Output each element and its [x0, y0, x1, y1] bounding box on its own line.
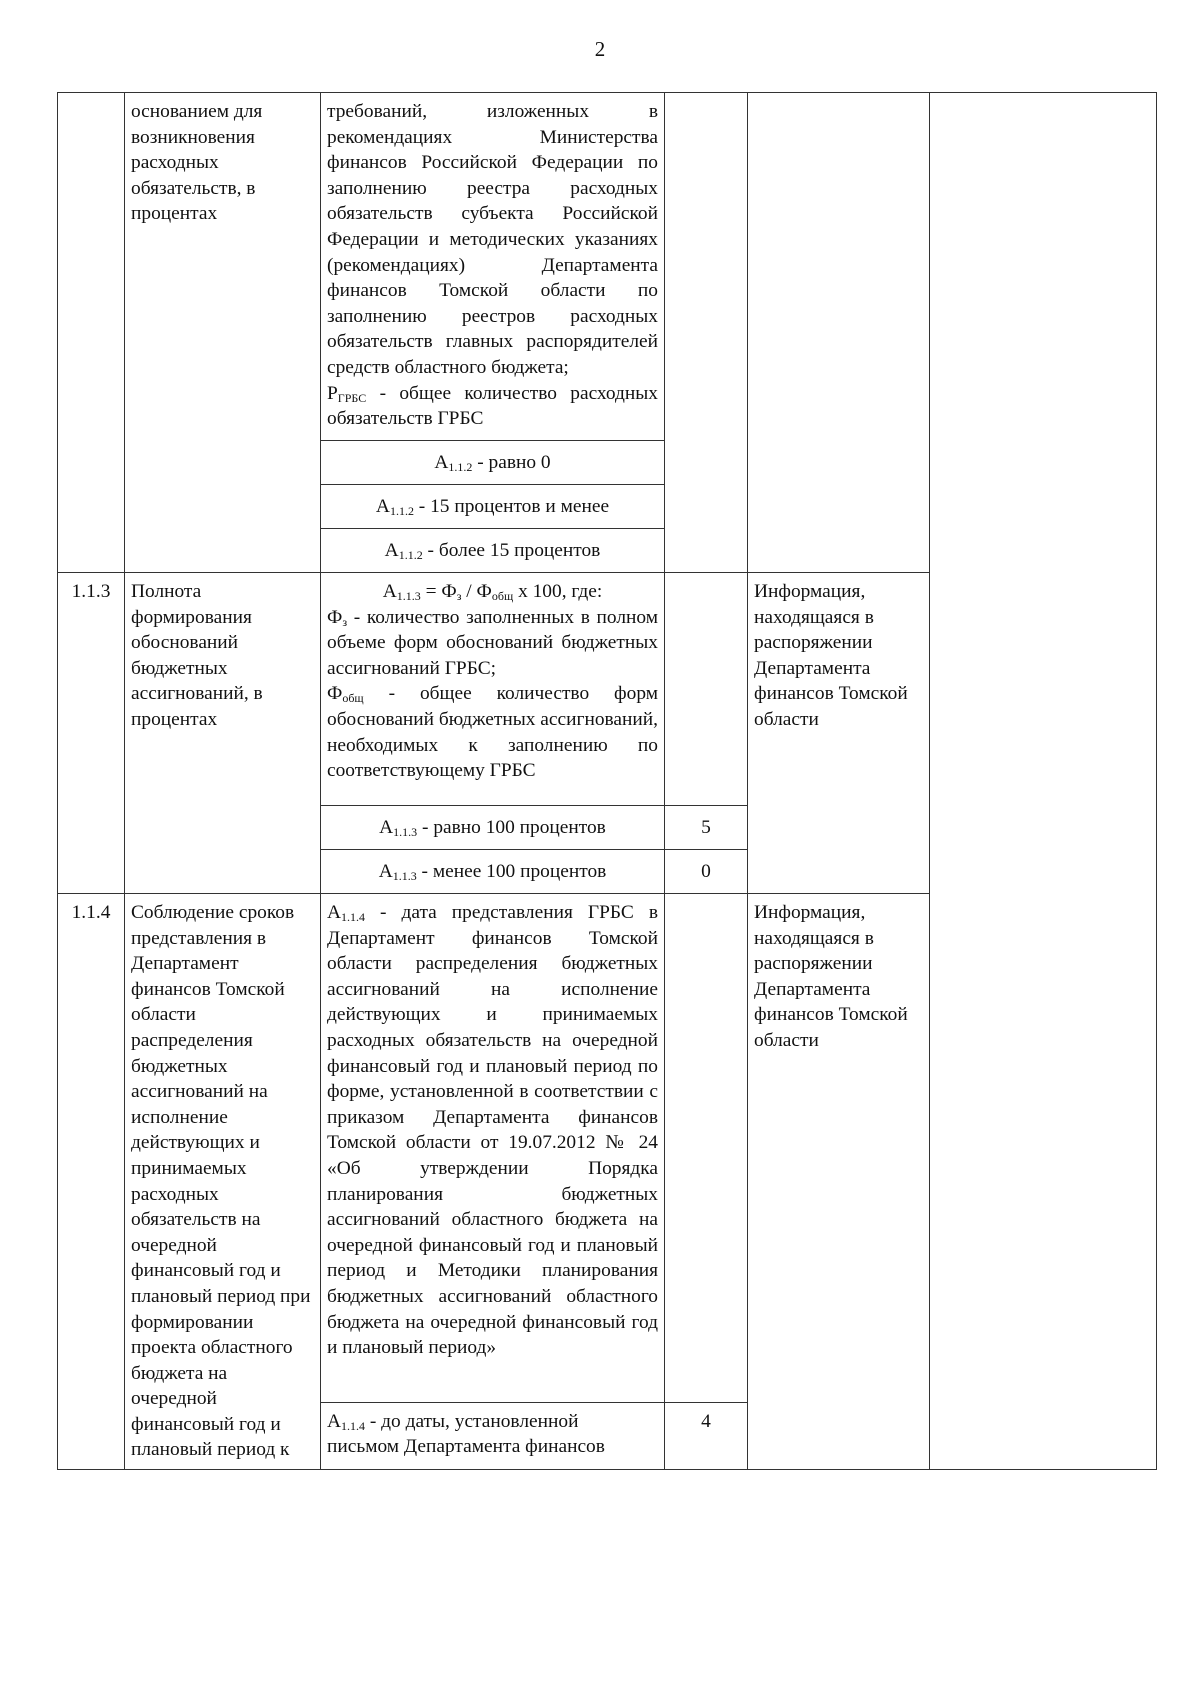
- criterion-line: письмом Департамента финансов: [327, 1436, 605, 1458]
- score: 5: [665, 806, 748, 850]
- a-definition: $А_{1.1.4}$ - дата представления ГРБС в Департамент финансов Томской области распределения бюджетных ассигнований на исполнение действующих и принимаемых расходных обязательств на очередной финансовый год и плановый период по форме, установленной в соответствии с приказом Департамента финансов Томской области от 19.07.2012 № 24 «Об утверждении Порядка планирования бюджетных ассигнований областного бюджета на очередной финансовый год и плановый период и Методики планирования бюджетных ассигнований областного бюджета на очередной финансовый год и плановый период»: [327, 902, 658, 1359]
- indicator-name-cell: [125, 93, 321, 573]
- score: 4: [665, 1402, 748, 1469]
- score-cell: [665, 894, 748, 1403]
- formula: $А_{1.1.3} = Ф_з / Ф_{общ}$ х 100, где:: [382, 581, 603, 603]
- source-cell: [748, 93, 930, 573]
- indicator-name: основанием для возникновения расходных обязательств, в процентах: [131, 101, 263, 225]
- score: 0: [665, 850, 748, 894]
- criterion-cell: $А_{1.1.2}$ - более 15 процентов: [321, 529, 665, 573]
- criterion-cell: [321, 1402, 665, 1469]
- row-number-cell: [58, 93, 125, 573]
- formula-text: требований, изложенных в рекомендациях Министерства финансов Российской Федерации по заполнению реестра расходных обязательств субъекта Российской Федерации и методических указаниях (рекомендациях) Департамента финансов Томской области по заполнению реестров расходных обязательств главных распорядителей средств областного бюджета;: [327, 101, 658, 378]
- source: Информация, находящаяся в распоряжении Департамента финансов Томской области: [748, 894, 930, 1470]
- criterion-cell: $А_{1.1.2} - 15$ процентов и менее: [321, 485, 665, 529]
- row-number: 1.1.4: [58, 894, 125, 1470]
- fz-definition: $Ф_з$ - количество заполненных в полном объеме форм обоснований бюджетных ассигнований ГРБС;: [327, 606, 658, 679]
- formula-cell: [321, 573, 665, 806]
- criterion-cell: $А_{1.1.3}$ - равно 100 процентов: [321, 806, 665, 850]
- page-number: 2: [594, 37, 606, 61]
- row-number: 1.1.3: [58, 573, 125, 894]
- source: Информация, находящаяся в распоряжении Департамента финансов Томской области: [748, 573, 930, 894]
- indicators-table: [57, 92, 1157, 1470]
- score-cell: [665, 93, 748, 573]
- score-cell: [665, 573, 748, 806]
- indicator-name: Полнота формирования обоснований бюджетных ассигнований, в процентах: [125, 573, 321, 894]
- criterion-cell: $А_{1.1.3}$ - менее 100 процентов: [321, 850, 665, 894]
- indicator-name: Соблюдение сроков представления в Департамент финансов Томской области распределения бюджетных ассигнований на исполнение действующих и принимаемых расходных обязательств на очередной финансовый год и плановый период при формировании проекта областного бюджета на очередной финансовый год и плановый период к: [125, 894, 321, 1470]
- criterion-line: $А_{1.1.4}$ - до даты, установленной: [327, 1410, 579, 1433]
- criterion-cell: $А_{1.1.2}$ - равно 0: [321, 441, 665, 485]
- formula-cell: [321, 93, 665, 441]
- formula-cell: [321, 894, 665, 1403]
- fo-definition: $Ф_{общ}$ - общее количество форм обоснований бюджетных ассигнований, необходимых к заполнению по соответствующему ГРБС: [327, 683, 659, 782]
- table-row: [58, 93, 1157, 441]
- note-cell: [930, 93, 1157, 1470]
- p-definition: $P_{ГРБС}$ - общее количество расходных обязательств ГРБС: [327, 382, 658, 430]
